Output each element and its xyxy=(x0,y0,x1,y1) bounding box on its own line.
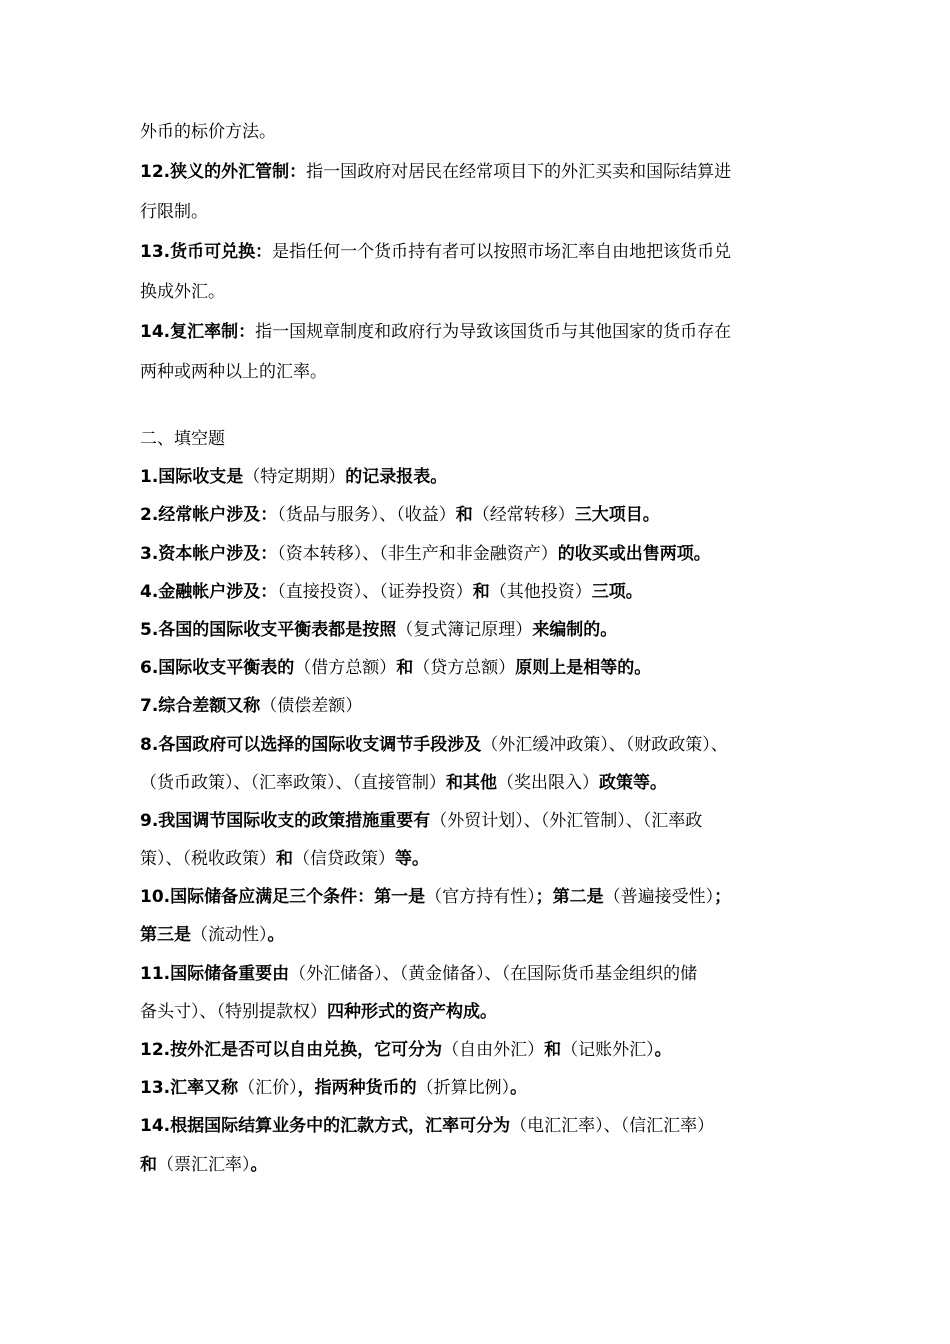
definition-text: 指一国规章制度和政府行为导致该国货币与其他国家的货币存在 xyxy=(255,322,732,342)
question-text: 4.金融帐户涉及： xyxy=(140,581,278,602)
answer-text: （其他投资） xyxy=(489,581,592,602)
answer-text: （贷方总额） xyxy=(413,658,516,679)
fill-in-line xyxy=(140,764,830,802)
answer-text: （外贸计划）、（外汇管制）、（汇率政 xyxy=(430,810,703,831)
question-text: 。 xyxy=(250,1154,268,1175)
answer-text: （复式簿记原理） xyxy=(396,619,533,640)
fill-in-line xyxy=(140,993,830,1031)
definition-text: 两种或两种以上的汇率。 xyxy=(140,362,327,382)
answer-text: （特定期期） xyxy=(243,467,346,488)
question-text: 5.各国的国际收支平衡表都是按照 xyxy=(140,619,397,640)
answer-text: （外汇缓冲政策）、（财政政策）、 xyxy=(481,734,728,755)
definition-text: 是指任何一个货币持有者可以按照市场汇率自由地把该货币兑 xyxy=(272,242,732,262)
fill-in-blank-list xyxy=(140,458,830,1184)
definition-text: 外币的标价方法。 xyxy=(140,122,276,142)
fill-in-line xyxy=(140,802,830,840)
fill-in-line xyxy=(140,1107,830,1145)
definition-term: 14.复汇率制： xyxy=(140,322,256,342)
answer-text: （债偿差额） xyxy=(260,696,363,717)
question-text: 7.综合差额又称 xyxy=(140,696,261,717)
question-text: 四种形式的资产构成。 xyxy=(327,1001,497,1022)
definition-continuation xyxy=(140,192,830,232)
question-text: 10.国际储备应满足三个条件：第一是 xyxy=(140,887,426,908)
question-text: ，指两种货币的 xyxy=(297,1078,417,1099)
answer-text: （票汇汇率） xyxy=(157,1154,251,1175)
question-text: 9.我国调节国际收支的政策措施重要有 xyxy=(140,810,431,831)
answer-text: （记账外汇） xyxy=(561,1040,655,1060)
answer-text: （借方总额） xyxy=(294,658,397,679)
fill-in-line xyxy=(140,573,830,611)
answer-text: （普遍接受性） xyxy=(603,887,715,908)
question-text: 三大项目。 xyxy=(574,505,660,526)
question-text: 和 xyxy=(396,658,414,679)
question-text: 的收买或出售两项。 xyxy=(557,543,711,564)
fill-in-line xyxy=(140,458,830,496)
question-text: 第三是 xyxy=(140,925,191,946)
question-text: 。 xyxy=(267,925,285,946)
fill-in-line xyxy=(140,535,830,573)
definition-continuation xyxy=(140,112,830,152)
answer-text: 备头寸）、（特别提款权） xyxy=(140,1001,327,1022)
fill-in-line xyxy=(140,1146,830,1184)
definition-term: 12.狭义的外汇管制： xyxy=(140,162,307,182)
answer-text: （货币政策）、（汇率政策）、（直接管制） xyxy=(140,772,446,793)
answer-text: （货品与服务）、（收益） xyxy=(277,505,456,526)
answer-text: （汇价） xyxy=(238,1078,298,1099)
question-text: 来编制的。 xyxy=(532,619,618,640)
question-text: 1.国际收支是 xyxy=(140,467,244,488)
answer-text: （信贷政策） xyxy=(293,849,395,870)
question-text: 三项。 xyxy=(591,581,643,602)
question-text: 。 xyxy=(510,1078,528,1099)
question-text: 和 xyxy=(472,581,490,602)
answer-text: （电汇汇率）、（信汇汇率） xyxy=(510,1116,715,1137)
fill-in-line xyxy=(140,726,830,764)
answer-text: （外汇储备）、（黄金储备）、（在国际货币基金组织的储 xyxy=(289,963,698,984)
question-text: 11.国际储备重要由 xyxy=(140,963,290,984)
question-text: 12.按外汇是否可以自由兑换，它可分为 xyxy=(140,1040,443,1060)
definition-text: 换成外汇。 xyxy=(140,282,225,302)
definition-continuation xyxy=(140,272,830,312)
question-text: ；第二是 xyxy=(535,887,604,908)
question-text: 和 xyxy=(276,849,293,870)
fill-in-line xyxy=(140,840,830,878)
answer-text: 策）、（税收政策） xyxy=(140,849,276,870)
question-text: 等。 xyxy=(395,849,429,870)
definition-text: 指一国政府对居民在经常项目下的外汇买卖和国际结算进 xyxy=(306,162,732,182)
fill-in-line xyxy=(140,687,830,725)
question-text: 政策等。 xyxy=(599,772,667,793)
fill-in-line xyxy=(140,878,830,916)
section-title-text: 二、填空题 xyxy=(140,429,225,449)
answer-text: （直接投资）、（证券投资） xyxy=(277,581,473,602)
question-text: ； xyxy=(714,887,732,908)
question-text: 8.各国政府可以选择的国际收支调节手段涉及 xyxy=(140,734,482,755)
section-spacer xyxy=(140,392,830,420)
fill-in-line xyxy=(140,1069,830,1107)
answer-text: （流动性） xyxy=(191,925,268,946)
definition-term: 13.货币可兑换： xyxy=(140,242,273,262)
question-text: 原则上是相等的。 xyxy=(515,658,652,679)
answer-text: （折算比例） xyxy=(416,1078,511,1099)
fill-in-line xyxy=(140,1031,830,1069)
section-title xyxy=(140,420,830,458)
definition-item xyxy=(140,152,830,192)
question-text: 的记录报表。 xyxy=(345,467,448,488)
definition-text: 行限制。 xyxy=(140,202,208,222)
fill-in-line xyxy=(140,955,830,993)
question-text: 和 xyxy=(455,505,473,526)
answer-text: （经常转移） xyxy=(472,505,575,526)
answer-text: （奖出限入） xyxy=(497,772,599,793)
question-text: 。 xyxy=(654,1040,672,1060)
document-page xyxy=(140,112,830,1184)
answer-text: （资本转移）、（非生产和非金融资产） xyxy=(277,543,558,564)
question-text: 14.根据国际结算业务中的汇款方式，汇率可分为 xyxy=(140,1116,511,1137)
fill-in-line xyxy=(140,611,830,649)
answer-text: （自由外汇） xyxy=(442,1040,545,1060)
fill-in-line xyxy=(140,496,830,534)
definitions-section xyxy=(140,112,830,392)
question-text: 6.国际收支平衡表的 xyxy=(140,658,295,679)
definition-item xyxy=(140,232,830,272)
question-text: 2.经常帐户涉及： xyxy=(140,505,278,526)
question-text: 和 xyxy=(140,1154,157,1175)
definition-continuation xyxy=(140,352,830,392)
question-text: 13.汇率又称 xyxy=(140,1078,239,1099)
definition-item xyxy=(140,312,830,352)
fill-in-line xyxy=(140,916,830,954)
question-text: 和其他 xyxy=(446,772,497,793)
question-text: 3.资本帐户涉及： xyxy=(140,543,278,564)
question-text: 和 xyxy=(544,1040,562,1060)
answer-text: （官方持有性） xyxy=(425,887,536,908)
fill-in-line xyxy=(140,649,830,687)
